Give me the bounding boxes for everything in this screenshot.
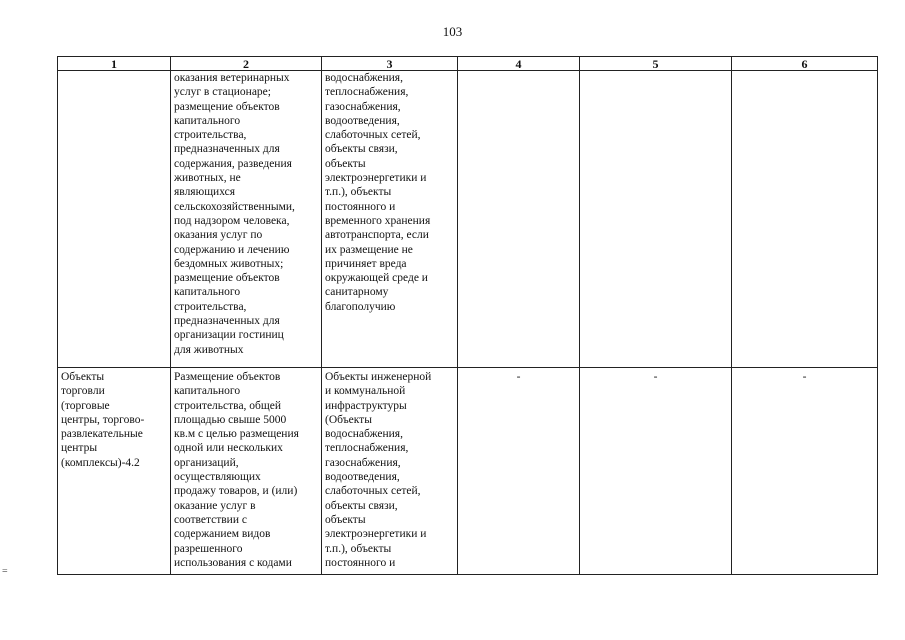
zoning-table <box>57 56 878 575</box>
row1-col2-description: оказания ветеринарных услуг в стационаре; размещение объектов капитального строительства, предназначенных для содержания, разведения животных, не являющихся сельскохозяйственными, под надзором человека, оказания услуг по содержанию и лечению бездомных животных; размещение объектов капитального строительства, предназначенных для организации гостиниц для животных <box>171 71 322 368</box>
column-header-2: 2 <box>171 57 322 71</box>
column-header-3: 3 <box>322 57 458 71</box>
row2-col4: - <box>458 368 580 575</box>
column-header-6: 6 <box>732 57 878 71</box>
table-row <box>58 368 878 575</box>
column-header-1: 1 <box>58 57 171 71</box>
row1-col6 <box>732 71 878 368</box>
table-row <box>58 71 878 368</box>
row2-col1-use-name: Объекты торговли (торговые центры, торгово- развлекательные центры (комплексы)-4.2 <box>58 368 171 575</box>
row1-col3-auxiliary-uses: водоснабжения, теплоснабжения, газоснабжения, водоотведения, слаботочных сетей, объекты связи, объекты электроэнергетики и т.п.), объекты постоянного и временного хранения автотранспорта, если их размещение не причиняет вреда окружающей среде и санитарному благополучию <box>322 71 458 368</box>
header-row <box>58 57 878 71</box>
row2-col6: - <box>732 368 878 575</box>
row1-col5 <box>580 71 732 368</box>
row2-col5: - <box>580 368 732 575</box>
column-header-4: 4 <box>458 57 580 71</box>
row1-col1 <box>58 71 171 368</box>
row2-col3-auxiliary-uses: Объекты инженерной и коммунальной инфраструктуры (Объекты водоснабжения, теплоснабжения, газоснабжения, водоотведения, слаботочных сетей, объекты связи, объекты электроэнергетики и т.п.), объекты постоянного и <box>322 368 458 575</box>
column-header-5: 5 <box>580 57 732 71</box>
row1-col4 <box>458 71 580 368</box>
page-number: 103 <box>442 24 463 39</box>
row2-col2-description: Размещение объектов капитального строительства, общей площадью свыше 5000 кв.м с целью размещения одной или нескольких организаций, осуществляющих продажу товаров, и (или) оказание услуг в соответствии с содержанием видов разрешенного использования с кодами <box>171 368 322 575</box>
margin-mark: = <box>2 566 8 577</box>
